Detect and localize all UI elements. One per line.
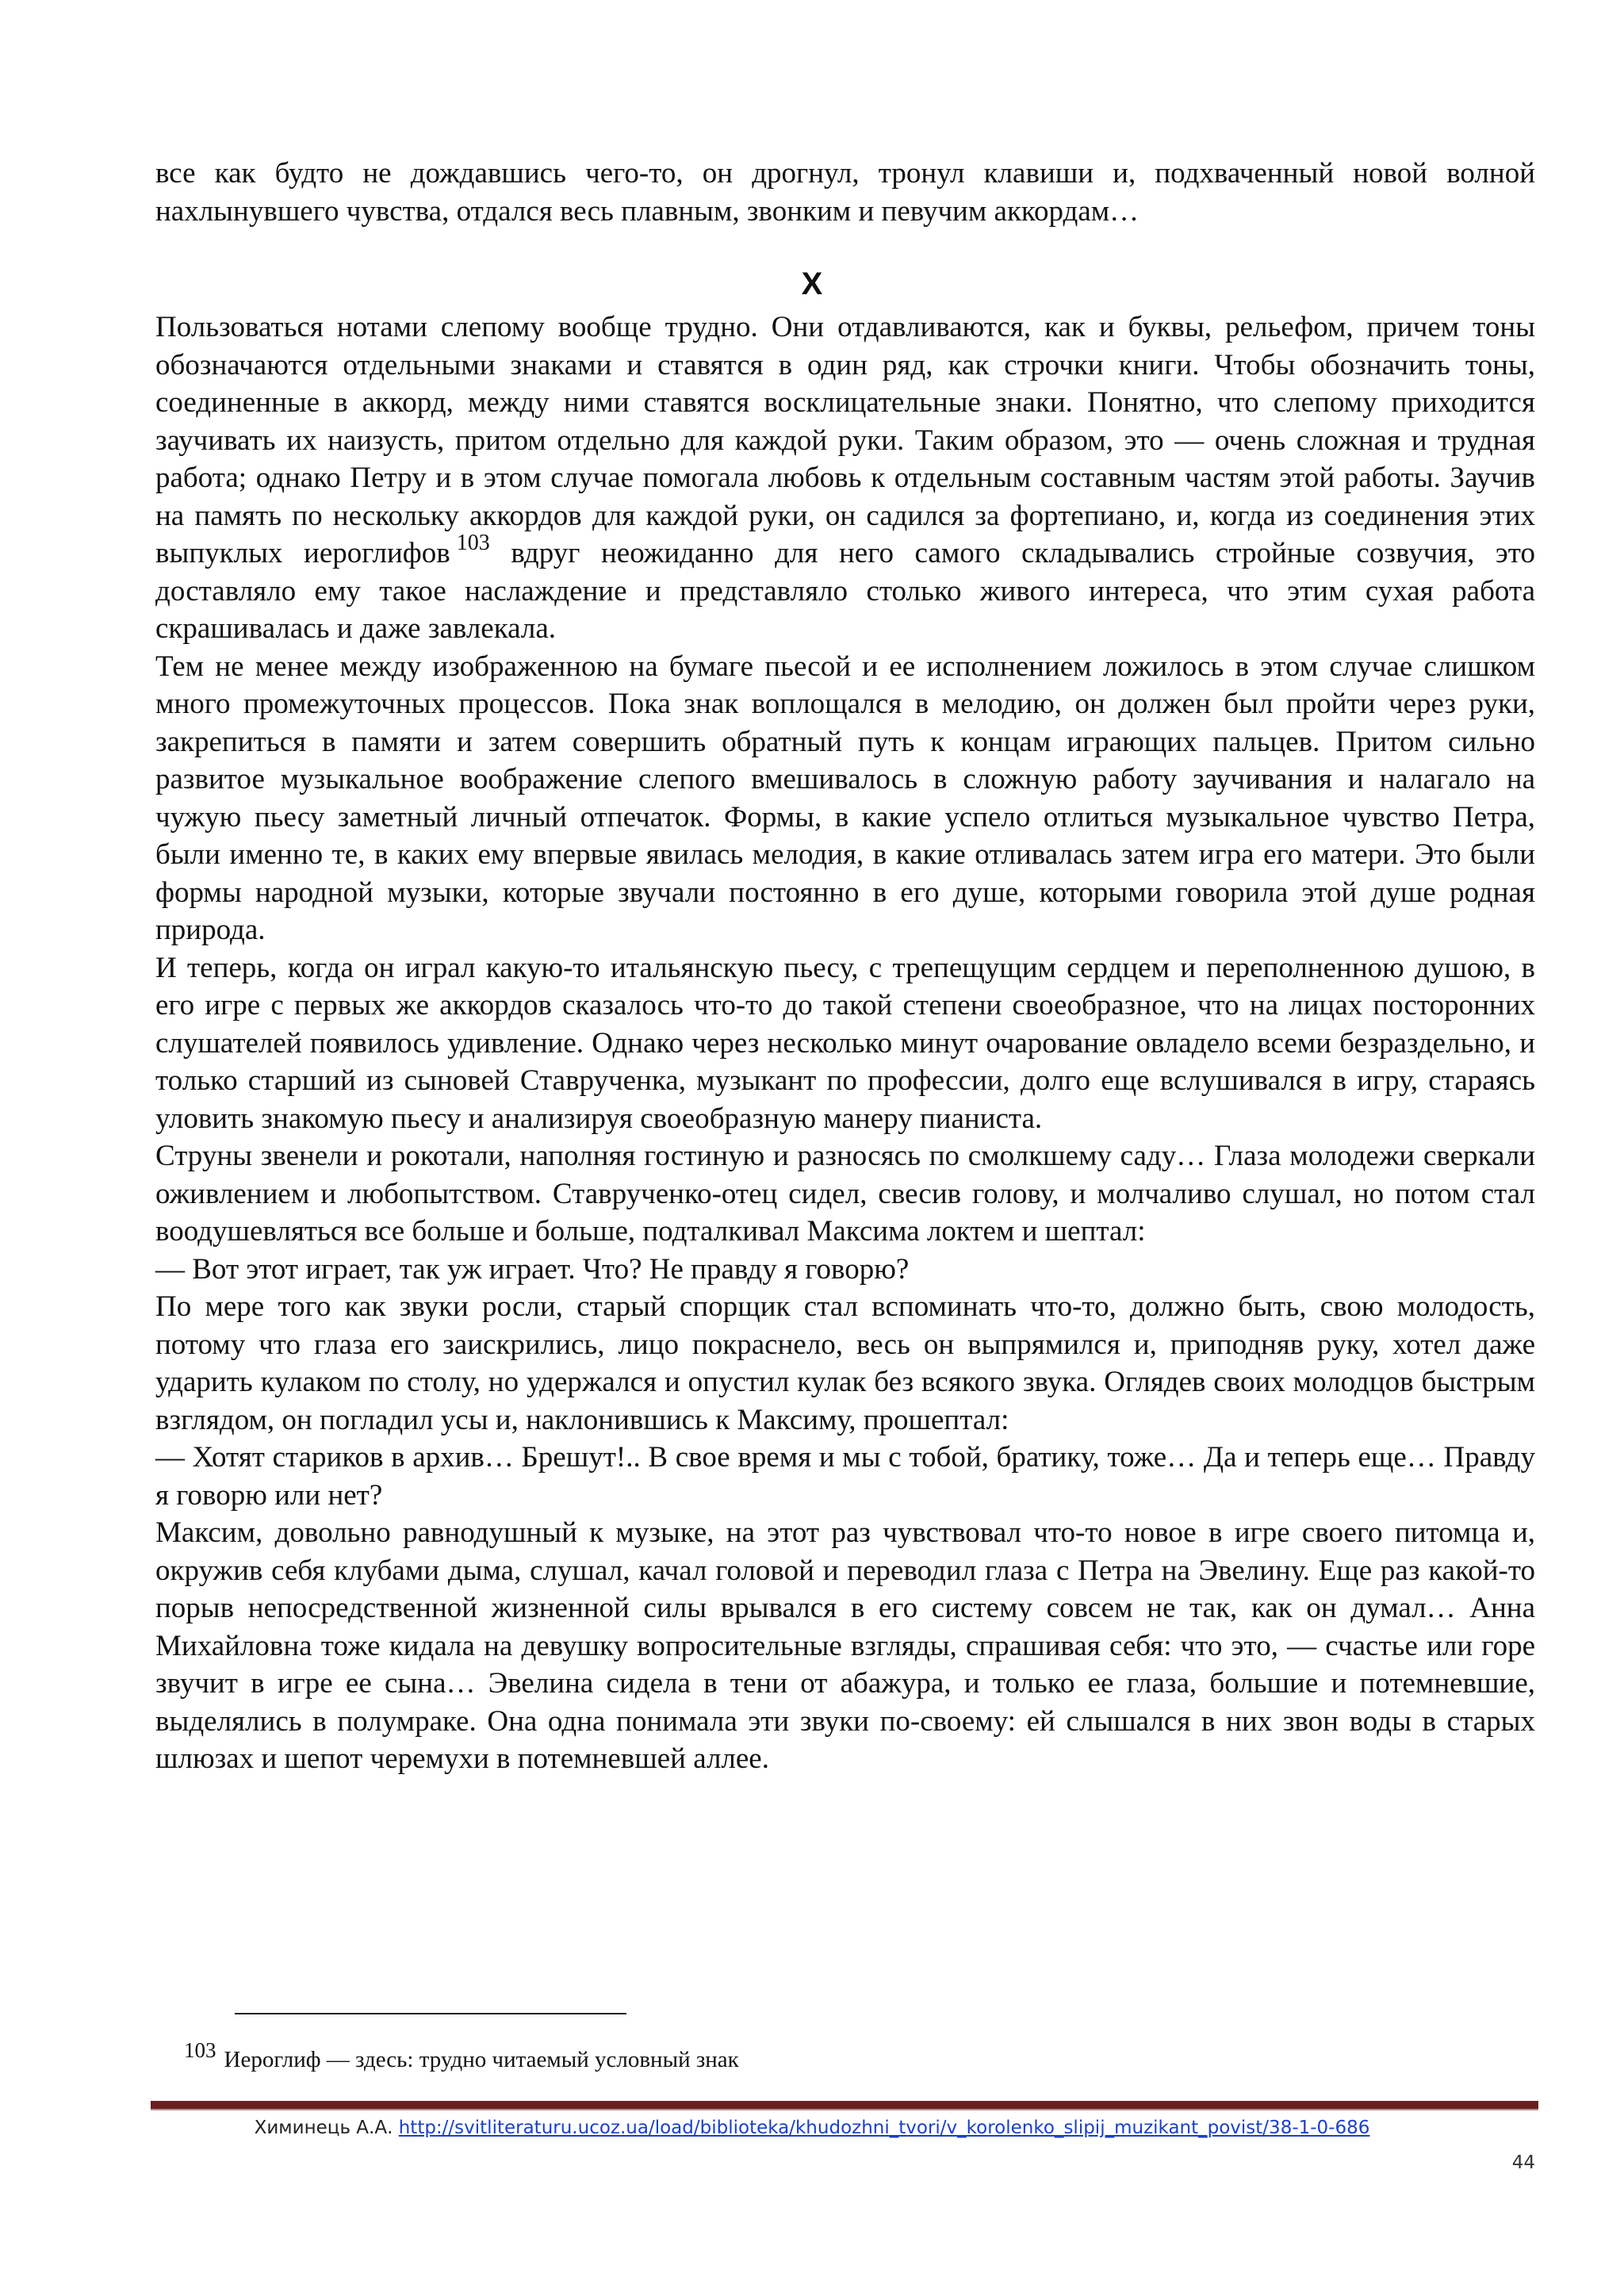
dialogue-line: — Хотят стариков в архив… Брешут!.. В свое время и мы с тобой, братику, тоже… Да и теперь еще… Правду я говорю или нет? — [155, 1441, 1535, 1512]
paragraph — [155, 309, 1535, 648]
page-number: 44 — [1511, 2152, 1535, 2173]
footer-author: Химинець А.А. — [254, 2118, 393, 2138]
footer-divider — [151, 2101, 1538, 2110]
footnote-number: 103 — [184, 2038, 216, 2062]
footnote — [184, 2035, 1373, 2075]
paragraph: По мере того как звуки росли, старый спорщик стал вспоминать что-то, должно быть, свою молодость, потому что глаза его заискрились, лицо покраснело, весь он выпрямился и, приподняв руку, хотел даже ударить кулаком по столу, но удержался и опустил кулак без всякого звука. Оглядев своих молодцов быстрым взглядом, он погладил усы и, наклонившись к Максиму, прошептал: — [155, 1290, 1535, 1436]
paragraph: И теперь, когда он играл какую-то итальянскую пьесу, с трепещущим сердцем и переполненною душою, в его игре с первых же аккордов сказалось что-то до такой степени своеобразное, что на лицах посторонних слушателей появилось удивление. Однако через несколько минут очарование овладело всеми безраздельно, и только старший из сыновей Ставрученка, музыкант по профессии, долго еще вслушивался в игру, стараясь уловить знакомую пьесу и анализируя своеобразную манеру пианиста. — [155, 951, 1535, 1135]
page-footer — [0, 2116, 1624, 2140]
paragraph-text: Пользоваться нотами слепому вообще трудно. Они отдавливаются, как и буквы, рельефом, причем тоны обозначаются отдельными знаками и ставятся в один ряд, как строчки книги. Чтобы обозначить тоны, соединенные в аккорд, между ними ставятся восклицательные знаки. Понятно, что слепому приходится заучивать их наизусть, притом отдельно для каждой руки. Таким образом, это — очень сложная и трудная работа; однако Петру и в этом случае помогала любовь к отдельным составным частям этой работы. Заучив на память по нескольку аккордов для каждой руки, он садился за фортепиано, и, когда из соединения этих выпуклых иероглифов — [155, 311, 1535, 569]
paragraph: Тем не менее между изображенною на бумаге пьесой и ее исполнением ложилось в этом случае слишком много промежуточных процессов. Пока знак воплощался в мелодию, он должен был пройти через руки, закрепиться в памяти и затем совершить обратный путь к концам играющих пальцев. Притом сильно развитое музыкальное воображение слепого вмешивалось в сложную работу заучивания и налагало на чужую пьесу заметный личный отпечаток. Формы, в какие успело отлиться музыкальное чувство Петра, были именно те, в каких ему впервые явилась мелодия, в какие отливалась затем игра его матери. Это были формы народной музыки, которые звучали постоянно в его душе, которыми говорила этой душе родная природа. — [155, 650, 1535, 946]
chapter-body — [155, 309, 1535, 1778]
paragraph-text: вдруг неожиданно для него самого складывались стройные созвучия, это доставляло ему такое наслаждение и представляло столько живого интереса, что этим сухая работа скрашивалась и даже завлекала. — [155, 537, 1535, 645]
footnote-reference[interactable]: 103 — [456, 531, 490, 555]
footer-source-link[interactable]: http://svitliteraturu.ucoz.ua/load/biblioteka/khudozhni_tvori/v_korolenko_slipij_muzikant_povist/38-1-0-686 — [398, 2118, 1370, 2138]
paragraph: Максим, довольно равнодушный к музыке, на этот раз чувствовал что-то новое в игре своего питомца и, окружив себя клубами дыма, слушал, качал головой и переводил глаза с Петра на Эвелину. Еще раз какой-то порыв непосредственной жизненной силы врывался в его систему совсем не так, как он думал… Анна Михайловна тоже кидала на девушку вопросительные взгляды, спрашивая себя: что это, — счастье или горе звучит в игре ее сына… Эвелина сидела в тени от абажура, и только ее глаза, большие и потемневшие, выделялись в полумраке. Она одна понимала эти звуки по-своему: ей слышался в них звон воды в старых шлюзах и шепот черемухи в потемневшей аллее. — [155, 1516, 1535, 1775]
chapter-heading: X — [801, 266, 823, 301]
footnote-text: Иероглиф — здесь: трудно читаемый условный знак — [224, 2047, 739, 2072]
footnote-divider — [235, 2013, 626, 2014]
paragraph: все как будто не дождавшись чего-то, он дрогнул, тронул клавиши и, подхваченный новой волной нахлынувшего чувства, отдался весь плавным, звонким и певучим аккордам… — [155, 157, 1535, 228]
intro-paragraph — [155, 155, 1535, 230]
paragraph: Струны звенели и рокотали, наполняя гостиную и разносясь по смолкшему саду… Глаза молодежи сверкали оживлением и любопытством. Ставрученко-отец сидел, свесив голову, и молчаливо слушал, но потом стал воодушевляться все больше и больше, подталкивал Максима локтем и шептал: — [155, 1140, 1535, 1248]
dialogue-line: — Вот этот играет, так уж играет. Что? Не правду я говорю? — [155, 1252, 910, 1286]
